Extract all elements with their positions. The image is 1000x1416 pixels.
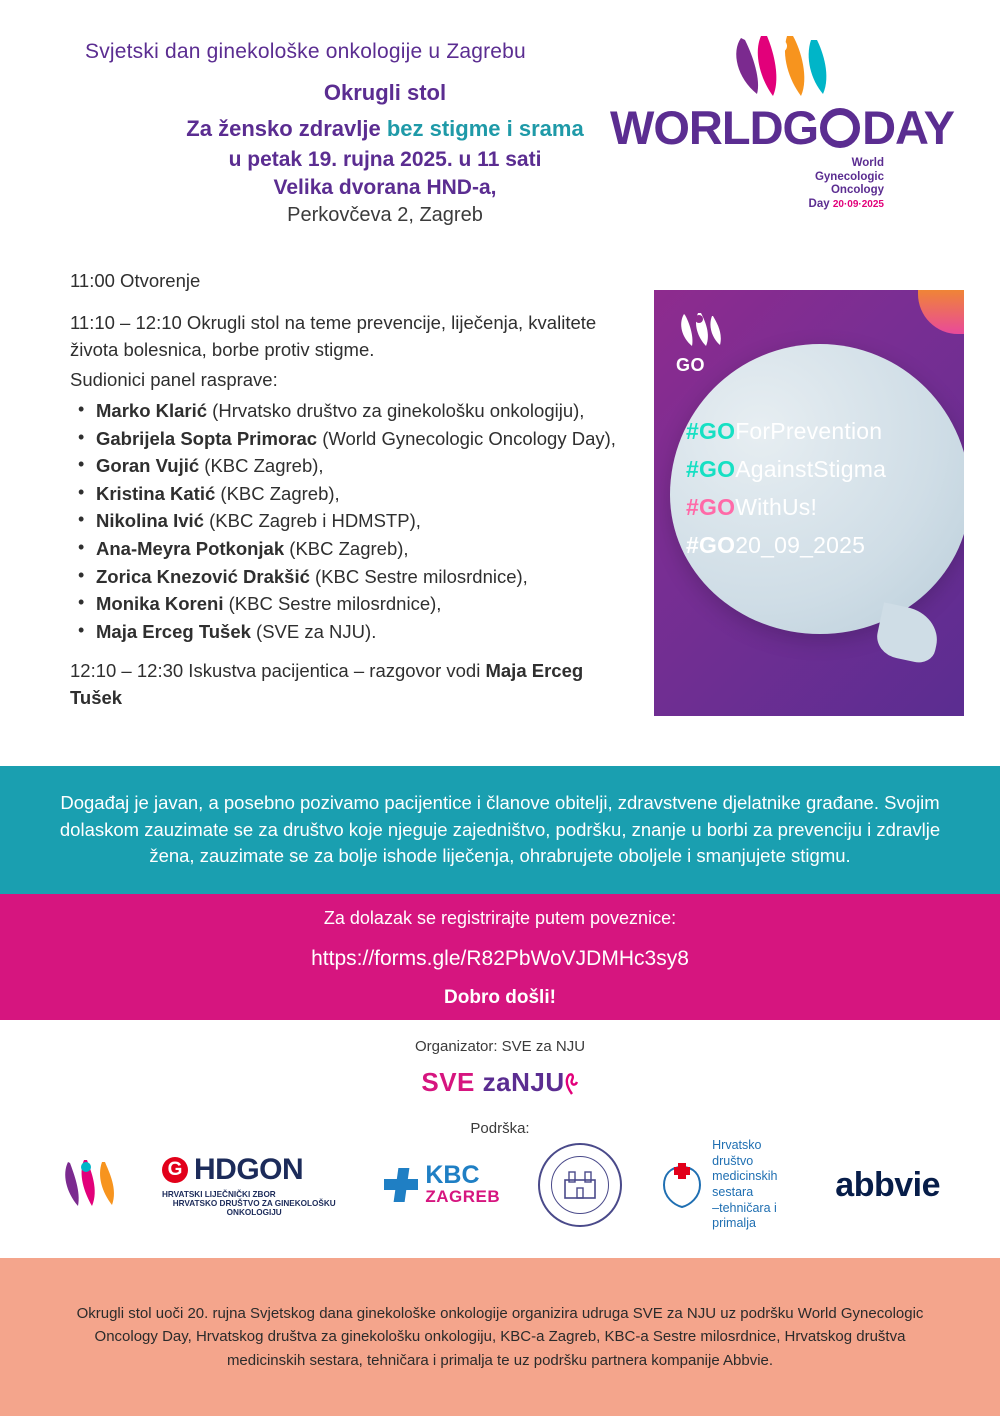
hdmstp-wordmark (712, 1138, 797, 1232)
program-roundtable: 11:10 – 12:10 Okrugli stol na teme prevencije, liječenja, kvalitete života bolesnica, borbe protiv stigme. (70, 312, 597, 360)
go-label: GO (676, 355, 706, 375)
invitation-band (0, 766, 1000, 894)
sponsor-logo-row (0, 1138, 1000, 1231)
wgo-sub-l4: Day 20·09·2025 (808, 197, 884, 210)
sponsor-logo-kbc-zagreb (384, 1153, 500, 1217)
wgo-sub-l2: Gynecologic (814, 170, 884, 183)
list-item: • Zorica Knezović Drakšić (KBC Sestre milosrdnice), (70, 565, 630, 590)
seal-inner-crest (551, 1156, 609, 1214)
hdgon-sub1: HRVATSKI LIJEČNIČKI ZBOR (162, 1190, 276, 1199)
registration-band (0, 894, 1000, 1020)
hdgon-sub2: HRVATSKO DRUŠTVO ZA GINEKOLOŠKU ONKOLOGIJU (172, 1199, 336, 1217)
hdgon-wordmark: HDGON (194, 1153, 304, 1186)
wgo-sub-date: 20·09·2025 (832, 198, 884, 210)
wgo-sub-l1: World (851, 157, 884, 169)
wgo-ribbon-icon (727, 34, 837, 100)
wgo-sub-l3: Oncology (830, 184, 884, 197)
hashtag-item: #GO20_09_2025 (686, 532, 866, 558)
sve-word: SVE (421, 1067, 475, 1097)
list-item: • Gabrijela Sopta Primorac (World Gynecologic Oncology Day), (70, 427, 630, 452)
registration-label: Za dolazak se registrirajte putem poveznice: (323, 908, 677, 928)
list-item: • Kristina Katić (KBC Zagreb), (70, 482, 630, 507)
abbvie-wordmark: abbvie (835, 1165, 940, 1204)
poster-header (0, 0, 1000, 268)
wgo-word-day: DAY (862, 101, 954, 154)
sestre-milosrdnice-seal-icon (538, 1143, 622, 1227)
sponsor-logo-world-go-day (60, 1153, 124, 1217)
hdgon-g-icon: G (162, 1157, 188, 1183)
sve-za-nju-logo (421, 1067, 578, 1098)
event-subtitle: Svjetski dan ginekološke onkologije u Zagrebu (85, 40, 526, 63)
list-item: • Ana-Meyra Potkonjak (KBC Zagreb), (70, 537, 630, 562)
sponsor-logo-abbvie (835, 1153, 940, 1217)
program-opening: 11:00 Otvorenje (70, 270, 201, 291)
za-word: za (482, 1067, 512, 1097)
event-address: Perkovčeva 2, Zagreb (287, 204, 483, 226)
hdmstp-l1: Hrvatsko društvo (712, 1138, 762, 1168)
program-closing: 12:10 – 12:30 Iskustva pacijentica – razgovor vodi Maja Erceg Tušek (70, 660, 584, 708)
event-title (85, 116, 685, 142)
kbc-word: KBC (425, 1161, 480, 1190)
zagreb-word: ZAGREB (425, 1187, 501, 1207)
hashtag-list (686, 418, 954, 570)
hdgon-mark (162, 1153, 303, 1187)
registration-link[interactable]: https://forms.gle/R82PbWoVJDMHc3sy8 (311, 947, 689, 970)
wgo-subtitle (602, 157, 962, 211)
hdmstp-l3: –tehničara i primalja (712, 1200, 777, 1231)
kbc-cross-icon (384, 1168, 418, 1202)
list-item: • Marko Klarić (Hrvatsko društvo za ginekološku onkologiju), (70, 399, 630, 424)
pink-ribbon-icon (565, 1071, 579, 1093)
wgo-word-go: G (782, 101, 819, 154)
sponsor-logo-hdgon (162, 1153, 346, 1217)
sponsor-section (0, 1020, 1000, 1258)
hashtag-item: #GOWithUs! (686, 494, 818, 520)
hdmstp-l2: medicinskih sestara (712, 1169, 778, 1199)
panelist-list (70, 399, 630, 644)
list-item: • Goran Vujić (KBC Zagreb), (70, 454, 630, 479)
support-label: Podrška: (470, 1120, 530, 1137)
list-item: • Maja Erceg Tušek (SVE za NJU). (70, 620, 630, 645)
list-item: • Nikolina Ivić (KBC Zagreb i HDMSTP), (70, 509, 630, 534)
event-title-part2: bez stigme i srama (386, 116, 584, 141)
list-item: • Monika Koreni (KBC Sestre milosrdnice), (70, 592, 630, 617)
footer-band (0, 1258, 1000, 1416)
hashtag-item: #GOAgainstStigma (686, 456, 887, 482)
organizer-label: Organizator: SVE za NJU (414, 1038, 586, 1055)
world-go-day-logo (602, 34, 962, 211)
event-title-part1: Za žensko zdravlje (186, 116, 387, 141)
sponsor-logo-hdmstp (660, 1138, 797, 1231)
program-text (70, 268, 630, 711)
program-panel-intro: Sudionici panel rasprave: (70, 368, 278, 390)
invitation-text: Događaj je javan, a posebno pozivamo pacijentice i članove obitelji, zdravstvene djelatnike građane. Svojim dolaskom zauzimate se za društvo koje njeguje zajedništvo, podršku, znanje u borbi za prevenciju i zdravlje žena, zauzimate se za bolje ishode liječenja, ohrabrujete oboljele i smanjujete stigmu. (59, 791, 941, 867)
nju-word: NJU (511, 1067, 565, 1097)
wgo-word-world: WORLD (610, 101, 783, 154)
wgo-wordmark (602, 101, 962, 154)
welcome-text: Dobro došli! (444, 987, 556, 1008)
footer-text: Okrugli stol uoči 20. rujna Svjetskog dana ginekološke onkologije organizira udruga SVE za NJU uz podršku World Gynecologic Oncology Day, Hrvatskog društva za ginekološku onkologiju, KBC-a Zagreb, KBC-a Sestre milosrdnice, Hrvatskog društva medicinskih sestara, tehničara i primalja te uz podršku partnera kompanije Abbvie. (76, 1305, 924, 1369)
hashtag-promo-box (654, 290, 964, 716)
event-type: Okrugli stol (323, 80, 447, 105)
event-datetime: u petak 19. rujna 2025. u 11 sati (228, 148, 542, 171)
kbc-wordmark (425, 1163, 500, 1207)
hashtag-item: #GOForPrevention (686, 418, 883, 444)
sponsor-logo-kbc-sestre-milosrdnice (538, 1153, 622, 1217)
go-ribbon-icon (676, 312, 736, 376)
hdmstp-mark-icon (660, 1161, 704, 1209)
header-text-block (85, 40, 685, 227)
event-venue: Velika dvorana HND-a, (273, 176, 497, 199)
wgo-o-circle-icon (820, 108, 860, 148)
